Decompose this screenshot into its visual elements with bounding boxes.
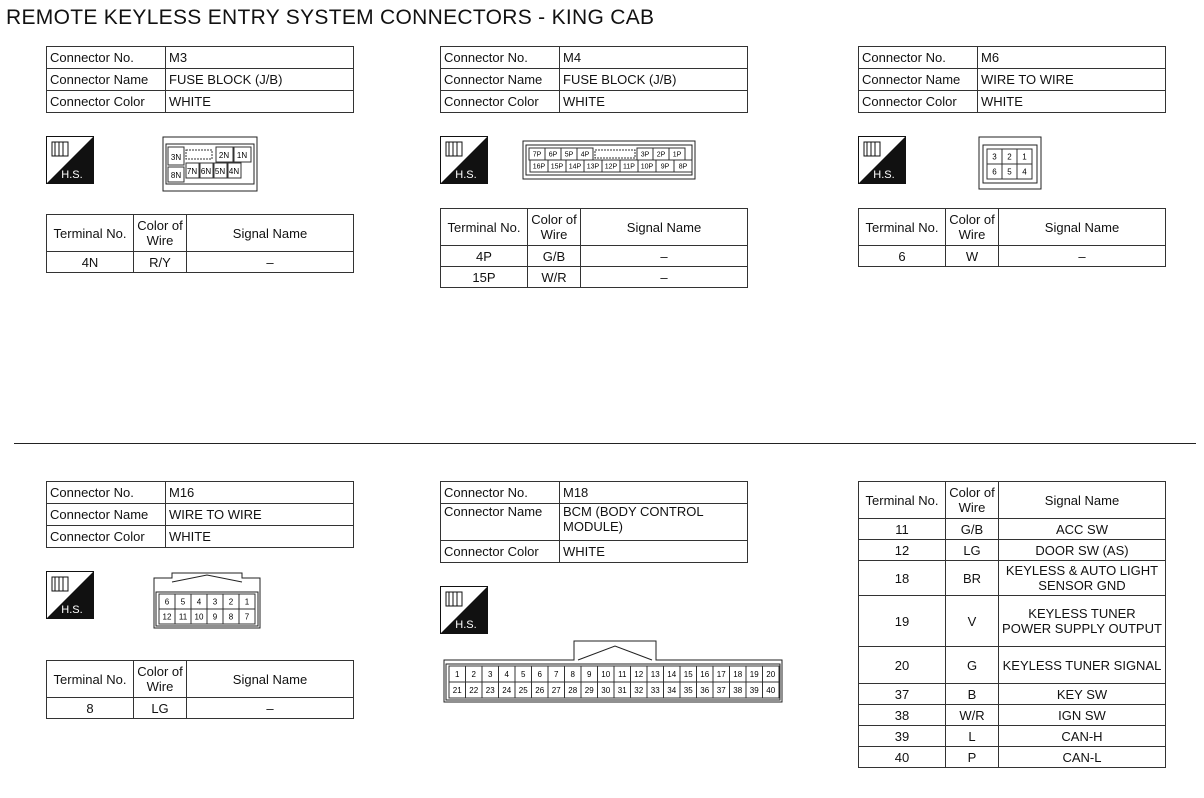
connector-color-value: WHITE — [560, 91, 748, 113]
terminal-cell: 38 — [859, 705, 946, 726]
table-row — [859, 561, 1166, 596]
header-color-of-wire: Color of Wire — [946, 209, 999, 246]
terminal-cell: 18 — [859, 561, 946, 596]
pin-label: 16 — [700, 670, 710, 679]
label-connector-no: Connector No. — [47, 482, 166, 504]
terminal-cell: 4N — [47, 252, 134, 273]
pin-label: 1 — [244, 597, 250, 607]
connector-name-value: FUSE BLOCK (J/B) — [560, 69, 748, 91]
connector-color-value: WHITE — [166, 91, 354, 113]
connector-color-value: WHITE — [560, 541, 748, 563]
pin-label: 24 — [502, 686, 512, 695]
label-connector-name: Connector Name — [47, 504, 166, 526]
table-row — [859, 596, 1166, 647]
wire-color-cell: W/R — [528, 267, 581, 288]
terminal-cell: 4P — [441, 246, 528, 267]
connector-no-value: M18 — [560, 482, 748, 504]
pin-label: 15P — [550, 163, 564, 171]
table-row — [47, 698, 354, 719]
pin-label: 4 — [504, 670, 509, 679]
terminal-table-m4 — [440, 208, 748, 288]
header-signal-name: Signal Name — [187, 215, 354, 252]
section-divider — [14, 443, 1196, 444]
pin-label: 6N — [200, 167, 212, 176]
connector-name-value: BCM (BODY CONTROL MODULE) — [560, 504, 748, 541]
connector-face-m3 — [162, 136, 258, 192]
pin-label: 5 — [521, 670, 526, 679]
pin-label: 3 — [992, 152, 997, 162]
wire-color-cell: R/Y — [134, 252, 187, 273]
header-terminal-no: Terminal No. — [441, 209, 528, 246]
label-connector-name: Connector Name — [441, 504, 560, 541]
terminal-cell: 20 — [859, 647, 946, 684]
label-connector-no: Connector No. — [441, 47, 560, 69]
pin-label: 23 — [485, 686, 495, 695]
label-connector-color: Connector Color — [47, 91, 166, 113]
pin-label: 34 — [667, 686, 677, 695]
connector-name-value: FUSE BLOCK (J/B) — [166, 69, 354, 91]
pin-label: 26 — [535, 686, 545, 695]
connector-no-value: M6 — [978, 47, 1166, 69]
wire-color-cell: L — [946, 726, 999, 747]
pin-label: 28 — [568, 686, 578, 695]
header-signal-name: Signal Name — [581, 209, 748, 246]
pin-label: 31 — [617, 686, 627, 695]
table-row — [441, 267, 748, 288]
wire-color-cell: P — [946, 747, 999, 768]
pin-label: 17 — [716, 670, 726, 679]
signal-name-cell: – — [187, 252, 354, 273]
signal-name-cell: KEYLESS TUNER POWER SUPPLY OUTPUT — [999, 596, 1166, 647]
terminal-cell: 11 — [859, 519, 946, 540]
terminal-cell: 19 — [859, 596, 946, 647]
pin-label: 40 — [766, 686, 776, 695]
pin-label: 15 — [683, 670, 693, 679]
pin-label: 10 — [194, 612, 204, 622]
pin-label: 8 — [228, 612, 234, 622]
pin-label: 4P — [580, 151, 590, 159]
label-connector-no: Connector No. — [859, 47, 978, 69]
table-row — [859, 647, 1166, 684]
terminal-cell: 40 — [859, 747, 946, 768]
pin-label: 4N — [228, 167, 240, 176]
pin-label: 7 — [554, 670, 559, 679]
wire-color-cell: B — [946, 684, 999, 705]
connector-no-value: M4 — [560, 47, 748, 69]
pin-label: 10P — [640, 163, 654, 171]
pin-label: 36 — [700, 686, 710, 695]
harness-side-icon — [46, 136, 94, 184]
connector-no-value: M3 — [166, 47, 354, 69]
terminal-cell: 15P — [441, 267, 528, 288]
page-title: REMOTE KEYLESS ENTRY SYSTEM CONNECTORS - KING CAB — [6, 6, 655, 29]
terminal-cell: 39 — [859, 726, 946, 747]
connector-info-m6 — [858, 46, 1166, 113]
pin-label: 22 — [469, 686, 479, 695]
pin-label: 19 — [749, 670, 759, 679]
pin-label: 1P — [672, 151, 682, 159]
pin-label: 6 — [537, 670, 542, 679]
pin-label: 9P — [660, 163, 670, 171]
pin-label: 7P — [532, 151, 542, 159]
signal-name-cell: KEY SW — [999, 684, 1166, 705]
header-terminal-no: Terminal No. — [47, 215, 134, 252]
pin-label: 3 — [212, 597, 218, 607]
signal-name-cell: KEYLESS TUNER SIGNAL — [999, 647, 1166, 684]
wire-color-cell: V — [946, 596, 999, 647]
label-connector-name: Connector Name — [441, 69, 560, 91]
header-signal-name: Signal Name — [999, 482, 1166, 519]
header-signal-name: Signal Name — [187, 661, 354, 698]
harness-side-icon — [440, 586, 488, 634]
wire-color-cell: G — [946, 647, 999, 684]
label-connector-name: Connector Name — [47, 69, 166, 91]
terminal-table-m6 — [858, 208, 1166, 267]
header-signal-name: Signal Name — [999, 209, 1166, 246]
signal-name-cell: – — [187, 698, 354, 719]
wire-color-cell: G/B — [946, 519, 999, 540]
pin-label: 16P — [532, 163, 546, 171]
signal-name-cell: IGN SW — [999, 705, 1166, 726]
table-row — [859, 705, 1166, 726]
pin-label: 1N — [236, 151, 248, 160]
pin-label: 11 — [618, 670, 627, 679]
pin-label: 2N — [218, 151, 230, 160]
signal-name-cell: – — [581, 246, 748, 267]
header-terminal-no: Terminal No. — [859, 482, 946, 519]
pin-label: 33 — [650, 686, 660, 695]
pin-label: 39 — [749, 686, 759, 695]
pin-label: 11P — [623, 163, 635, 171]
pin-label: 13P — [586, 163, 600, 171]
hs-label: H.S. — [873, 169, 895, 181]
pin-label: 7 — [244, 612, 250, 622]
wire-color-cell: LG — [946, 540, 999, 561]
header-terminal-no: Terminal No. — [859, 209, 946, 246]
header-color-of-wire: Color of Wire — [528, 209, 581, 246]
signal-name-cell: KEYLESS & AUTO LIGHT SENSOR GND — [999, 561, 1166, 596]
harness-side-icon — [46, 571, 94, 619]
pin-label: 5N — [214, 167, 226, 176]
signal-name-cell: CAN-L — [999, 747, 1166, 768]
harness-side-icon — [858, 136, 906, 184]
pin-label: 6 — [992, 167, 997, 177]
pin-label: 4 — [196, 597, 202, 607]
connector-info-m18 — [440, 481, 748, 563]
connector-color-value: WHITE — [166, 526, 354, 548]
pin-label: 3P — [640, 151, 650, 159]
connector-face-m16 — [150, 572, 264, 630]
pin-label: 8 — [570, 670, 575, 679]
signal-name-cell: – — [999, 246, 1166, 267]
label-connector-color: Connector Color — [47, 526, 166, 548]
table-row — [441, 246, 748, 267]
connector-info-m4 — [440, 46, 748, 113]
pin-label: 9 — [587, 670, 592, 679]
header-color-of-wire: Color of Wire — [134, 215, 187, 252]
terminal-table-m3 — [46, 214, 354, 273]
pin-label: 32 — [634, 686, 644, 695]
pin-label: 2 — [228, 597, 234, 607]
pin-label: 6P — [548, 151, 558, 159]
pin-label: 14 — [667, 670, 677, 679]
pin-label: 2 — [1007, 152, 1012, 162]
pin-label: 30 — [601, 686, 611, 695]
header-color-of-wire: Color of Wire — [134, 661, 187, 698]
table-row — [859, 246, 1166, 267]
hs-label: H.S. — [455, 619, 477, 631]
pin-label: 5 — [1007, 167, 1012, 177]
pin-label: 7N — [186, 167, 198, 176]
pin-label: 20 — [766, 670, 776, 679]
latch — [595, 150, 635, 158]
pin-label: 37 — [716, 686, 726, 695]
header-color-of-wire: Color of Wire — [946, 482, 999, 519]
pin-label: 1 — [455, 670, 460, 679]
pin-label: 12 — [162, 612, 172, 622]
pin-label: 18 — [733, 670, 743, 679]
pin-label: 35 — [683, 686, 693, 695]
pin-label: 14P — [568, 163, 582, 171]
pin-label: 3N — [170, 153, 182, 162]
pin-label: 12P — [604, 163, 618, 171]
terminal-cell: 8 — [47, 698, 134, 719]
connector-name-value: WIRE TO WIRE — [166, 504, 354, 526]
terminal-cell: 12 — [859, 540, 946, 561]
table-row — [859, 726, 1166, 747]
harness-side-icon — [440, 136, 488, 184]
wire-color-cell: BR — [946, 561, 999, 596]
signal-name-cell: DOOR SW (AS) — [999, 540, 1166, 561]
pin-label: 21 — [452, 686, 462, 695]
table-row — [859, 519, 1166, 540]
terminal-cell: 6 — [859, 246, 946, 267]
pin-label: 4 — [1022, 167, 1027, 177]
pin-label: 1 — [1022, 152, 1027, 162]
wire-color-cell: W/R — [946, 705, 999, 726]
connector-name-value: WIRE TO WIRE — [978, 69, 1166, 91]
wire-color-cell: G/B — [528, 246, 581, 267]
table-row — [859, 540, 1166, 561]
pin-label: 25 — [518, 686, 528, 695]
pin-label: 29 — [584, 686, 594, 695]
pin-label: 38 — [733, 686, 743, 695]
connector-face-m18 — [442, 640, 784, 704]
connector-face-m6 — [978, 136, 1042, 190]
hs-label: H.S. — [61, 604, 83, 616]
pin-label: 13 — [650, 670, 660, 679]
table-row — [859, 747, 1166, 768]
terminal-cell: 37 — [859, 684, 946, 705]
pin-label: 12 — [634, 670, 644, 679]
signal-name-cell: CAN-H — [999, 726, 1166, 747]
pin-label: 2P — [656, 151, 666, 159]
wire-color-cell: W — [946, 246, 999, 267]
pin-label: 27 — [551, 686, 561, 695]
connector-info-m3 — [46, 46, 354, 113]
header-terminal-no: Terminal No. — [47, 661, 134, 698]
hs-label: H.S. — [61, 169, 83, 181]
terminal-table-m18 — [858, 481, 1166, 768]
pin-label: 5 — [180, 597, 186, 607]
label-connector-color: Connector Color — [441, 91, 560, 113]
pin-label: 10 — [601, 670, 611, 679]
label-connector-no: Connector No. — [441, 482, 560, 504]
pin-label: 8P — [678, 163, 688, 171]
wire-color-cell: LG — [134, 698, 187, 719]
label-connector-no: Connector No. — [47, 47, 166, 69]
pin-label: 2 — [471, 670, 476, 679]
signal-name-cell: ACC SW — [999, 519, 1166, 540]
pin-label: 11 — [178, 612, 188, 622]
pin-label: 9 — [212, 612, 218, 622]
connector-color-value: WHITE — [978, 91, 1166, 113]
table-row — [859, 684, 1166, 705]
hs-label: H.S. — [455, 169, 477, 181]
connector-face-m4 — [522, 140, 696, 180]
terminal-table-m16 — [46, 660, 354, 719]
pin-label: 8N — [170, 171, 182, 180]
pin-label: 5P — [564, 151, 574, 159]
pin-label: 3 — [488, 670, 493, 679]
connector-no-value: M16 — [166, 482, 354, 504]
label-connector-name: Connector Name — [859, 69, 978, 91]
signal-name-cell: – — [581, 267, 748, 288]
pin-label: 6 — [164, 597, 170, 607]
table-row — [47, 252, 354, 273]
label-connector-color: Connector Color — [441, 541, 560, 563]
label-connector-color: Connector Color — [859, 91, 978, 113]
connector-info-m16 — [46, 481, 354, 548]
